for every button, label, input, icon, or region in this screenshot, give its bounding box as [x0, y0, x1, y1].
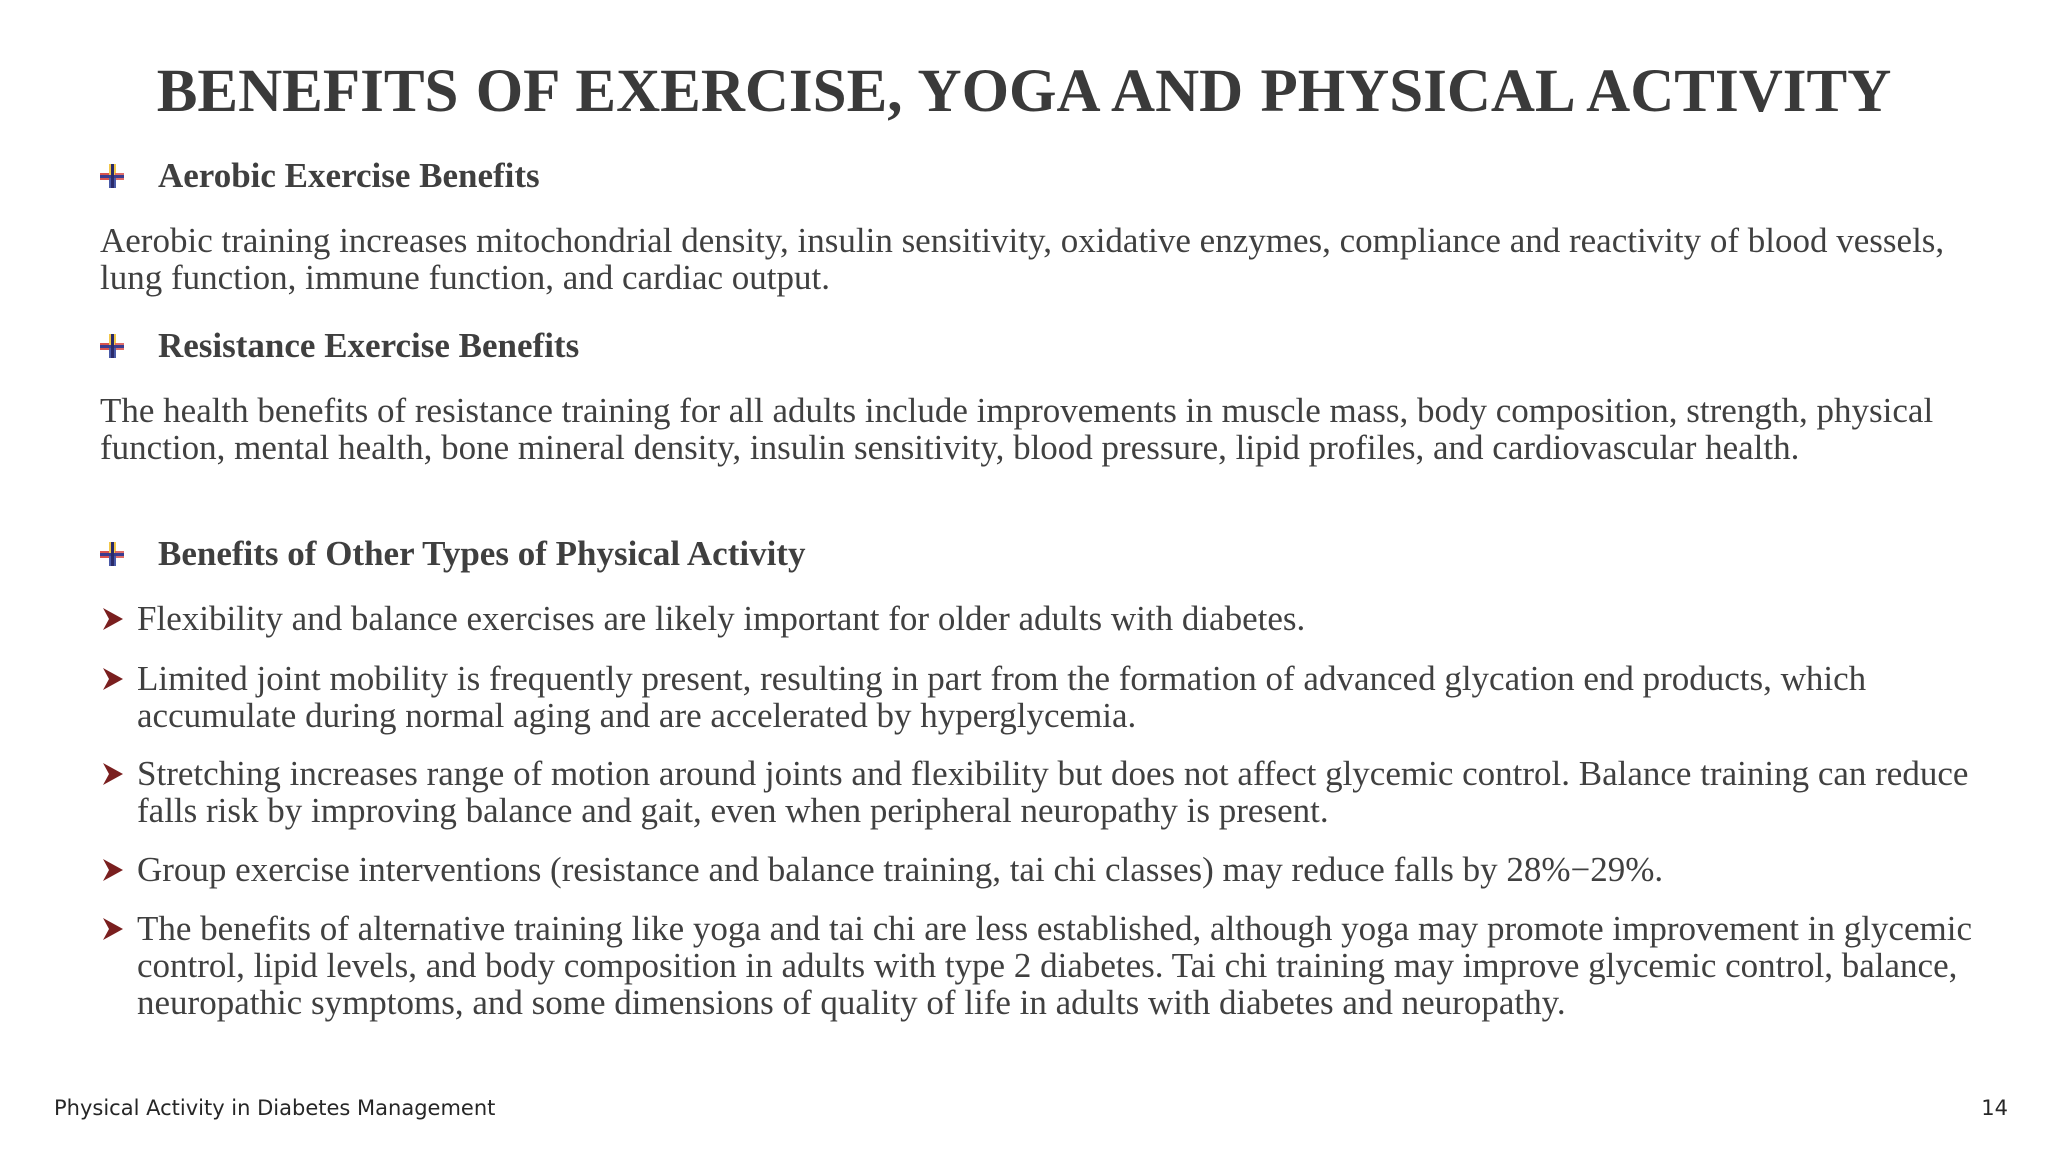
multicolor-cross-bullet-icon: [100, 334, 124, 358]
list-item-text: Stretching increases range of motion around joints and flexibility but does not affect glycemic control. Balance training can reduce falls risk by improving balance and gait, even when peripheral neuropathy is present.: [137, 754, 1969, 830]
list-item: [100, 755, 1980, 829]
resistance-paragraph: The health benefits of resistance training for all adults include improvements in muscle mass, body composition, strength, physical function, mental health, bone mineral density, insulin sensitivity, blood pressure, lipid profiles, and cardiovascular health.: [100, 391, 1934, 467]
section-heading-text: Benefits of Other Types of Physical Activity: [158, 534, 806, 573]
list-item: [100, 600, 1980, 637]
arrowhead-bullet-icon: [100, 761, 126, 787]
list-item-text: The benefits of alternative training like yoga and tai chi are less established, although yoga may promote improvement in glycemic control, lipid levels, and body composition in adults with type 2 diabetes. Tai chi training may improve glycemic control, balance, neuropathic symptoms, and some dimensions of quality of life in adults with diabetes and neuropathy.: [137, 909, 1972, 1022]
page-number: 14: [1981, 1096, 2008, 1120]
list-item-text: Limited joint mobility is frequently present, resulting in part from the formation of advanced glycation end products, which accumulate during normal aging and are accelerated by hyperglycemia.: [137, 659, 1867, 735]
aerobic-paragraph: Aerobic training increases mitochondrial density, insulin sensitivity, oxidative enzymes, compliance and reactivity of blood vessels, lung function, immune function, and cardiac output.: [100, 221, 1945, 297]
list-item-text: Group exercise interventions (resistance and balance training, tai chi classes) may reduce falls by 28%−29%.: [137, 850, 1664, 889]
arrowhead-bullet-icon: [100, 666, 126, 692]
multicolor-cross-bullet-icon: [100, 164, 124, 188]
list-item-text: Flexibility and balance exercises are likely important for older adults with diabetes.: [137, 599, 1306, 638]
arrowhead-bullet-icon: [100, 857, 126, 883]
section-heading-text: Resistance Exercise Benefits: [158, 326, 580, 365]
list-item: [100, 660, 1980, 734]
section-heading-resistance: [100, 324, 579, 368]
list-item: [100, 851, 1980, 888]
section-heading-other-activity: [100, 532, 805, 576]
section-heading-aerobic: [100, 154, 540, 198]
footer-title: Physical Activity in Diabetes Management: [54, 1096, 496, 1120]
section-heading-text: Aerobic Exercise Benefits: [158, 156, 540, 195]
slide-title: BENEFITS OF EXERCISE, YOGA AND PHYSICAL ACTIVITY: [156, 58, 1892, 125]
arrowhead-bullet-icon: [100, 606, 126, 632]
list-item: [100, 910, 1980, 1021]
arrowhead-bullet-icon: [100, 916, 126, 942]
multicolor-cross-bullet-icon: [100, 542, 124, 566]
